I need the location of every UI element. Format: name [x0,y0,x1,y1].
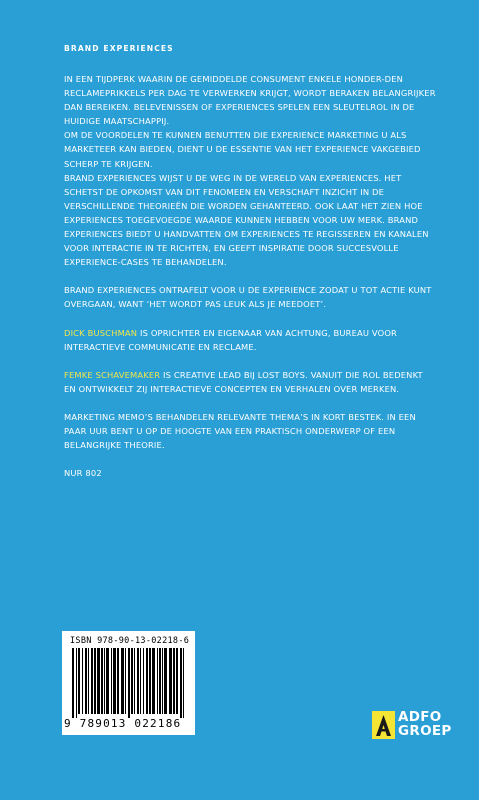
nur-code: NUR 802 [64,468,102,479]
author-1-bio-text: IS OPRICHTER EN EIGENAAR VAN ACHTUNG, BUREAU VOOR INTERACTIEVE COMMUNICATIE EN RECLAME. [64,327,397,352]
author-2-bio-text: IS CREATIVE LEAD BIJ LOST BOYS. VANUIT DIE ROL BEDENKT EN ONTWIKKELT ZIJ INTERACTIEVE CONCEPTEN EN VERHALEN OVER MERKEN. [64,369,423,394]
marketing-paragraph: OM DE VOORDELEN TE KUNNEN BENUTTEN DIE EXPERIENCE MARKETING U ALS MARKETEER KAN BIEDEN, DIENT U DE ESSENTIE VAN HET EXPERIENCE VAKGEBIED SCHERP TE KRIJGEN. [64,130,421,169]
barcode-icon [72,648,186,718]
blurb [64,72,436,480]
author-2-name: FEMKE SCHAVEMAKER [64,369,161,380]
isbn-text: ISBN 978-90-13-02218-6 [70,636,190,646]
barcode-digits: 9 789013 022186 [64,717,182,730]
logo-wordmark [398,710,452,738]
book-description-paragraph: BRAND EXPERIENCES WIJST U DE WEG IN DE WERELD VAN EXPERIENCES. HET SCHETST DE OPKOMST VAN DIT FENOMEEN EN VERSCHAFT INZICHT IN DE VERSCHILLENDE THEORIEËN DIE WORDEN GEHANTEERD. OOK LAAT HET ZIEN HOE EXPERIENCES TOEGEVOEGDE WAARDE KUNNEN HEBBEN VOOR UW MERK. BRAND EXPERIENCES BIEDT U HANDVATTEN OM EXPERIENCES TE REGISSEREN EN KANALEN VOOR INTERACTIE IN TE RICHTEN, EN GEEFT INSPIRATIE DOOR SUCCESVOLLE EXPERIENCE-CASES TE BEHANDELEN. [64,172,429,268]
author-2-bio [64,368,436,396]
publisher-logo [372,711,462,741]
experience-paragraph: BRAND EXPERIENCES ONTRAFELT VOOR U DE EXPERIENCE ZODAT U TOT ACTIE KUNT OVERGAAN, WANT ‘HET WORDT PAS LEUK ALS JE MEEDOET’. [64,285,432,310]
adfo-logo-icon [372,711,395,739]
barcode-panel [62,631,195,735]
logo-line-1: ADFO [398,709,442,725]
author-1-name: DICK BUSCHMAN [64,327,138,338]
author-1-bio [64,326,436,354]
back-cover-heading: BRAND EXPERIENCES [64,44,174,53]
series-paragraph: MARKETING MEMO’S BEHANDELEN RELEVANTE THEMA’S IN KORT BESTEK. IN EEN PAAR UUR BENT U OP DE HOOGTE VAN EEN PRAKTISCH ONDERWERP OF EEN BELANGRIJKE THEORIE. [64,411,416,451]
logo-line-2: GROEP [398,723,452,739]
intro-paragraph: IN EEN TIJDPERK WAARIN DE GEMIDDELDE CONSUMENT ENKELE HONDER-DEN RECLAMEPRIKKELS PER DAG TE VERWERKEN KRIJGT, WORDT BERAKEN BELANGRIJKER DAN BEREIKEN. BELEVENISSEN OF EXPERIENCES SPELEN EEN SLEUTELROL IN DE HUIDIGE MAATSCHAPPIJ. [64,74,436,127]
